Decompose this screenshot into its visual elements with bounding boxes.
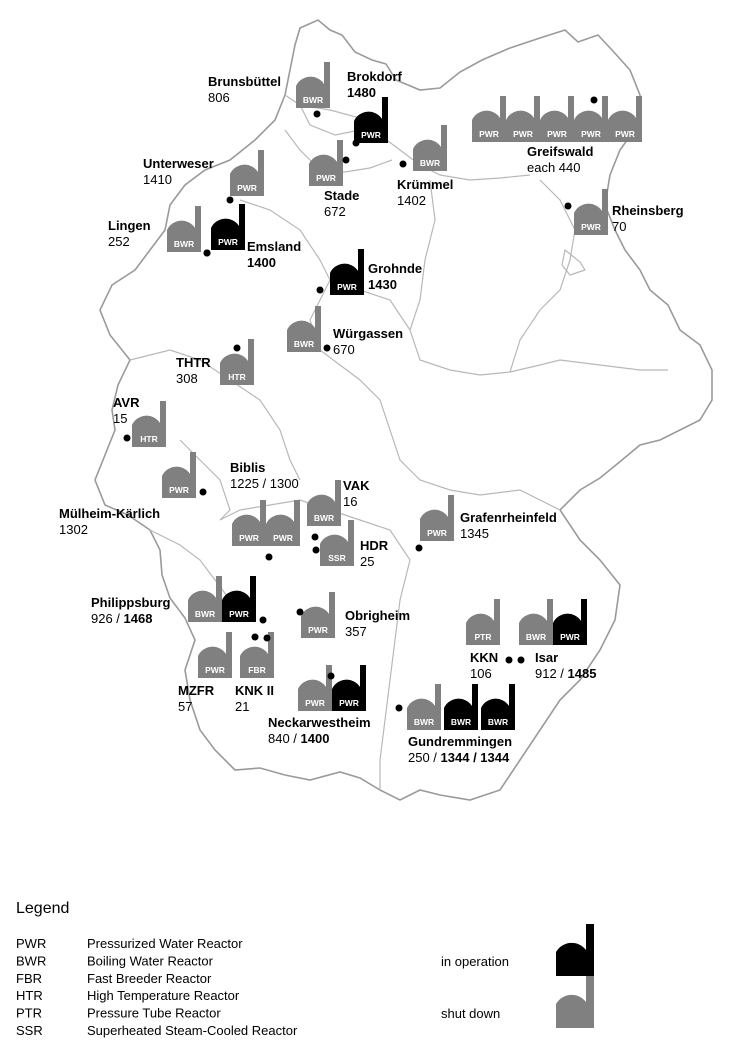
site-capacity: 106 <box>470 666 492 681</box>
site-dot <box>204 250 211 257</box>
site-grohnde <box>317 249 423 295</box>
reactor-icon-bwr <box>519 599 553 645</box>
site-dot <box>396 705 403 712</box>
svg-text:BWR: BWR <box>525 632 547 642</box>
reactor-icon-bwr <box>287 306 321 352</box>
reactor-icon-pwr <box>330 249 364 295</box>
site-grafenrheinfeld <box>416 495 557 552</box>
site-stade <box>309 140 359 219</box>
svg-text:PWR: PWR <box>547 129 567 139</box>
reactor-icon-pwr <box>354 97 388 143</box>
reactor-icon-bwr <box>188 576 222 622</box>
reactor-icon-pwr <box>420 495 454 541</box>
legend-code-bwr: BWR <box>16 953 47 969</box>
site-philippsburg <box>91 576 267 626</box>
site-name: Lingen <box>108 218 151 233</box>
site-dot <box>328 673 335 680</box>
legend <box>16 900 594 1038</box>
site-kr-mmel <box>397 125 453 208</box>
reactor-icon-bwr <box>167 206 201 252</box>
svg-text:PWR: PWR <box>237 183 257 193</box>
svg-text:PWR: PWR <box>239 533 259 543</box>
reactor-icon-ssr <box>320 520 354 566</box>
svg-text:BWR: BWR <box>313 513 335 523</box>
site-dot <box>506 657 513 664</box>
site-kkn <box>466 599 513 681</box>
site-name: Gundremmingen <box>408 734 513 749</box>
site-capacity: 21 <box>235 699 250 714</box>
svg-text:PWR: PWR <box>337 282 357 292</box>
legend-code-htr: HTR <box>16 988 43 1004</box>
site-capacity: 1225 / 1300 <box>230 476 299 491</box>
svg-text:HTR: HTR <box>228 372 246 382</box>
site-m-lheim-k-rlich <box>59 452 207 537</box>
reactor-icon-bwr <box>407 684 441 730</box>
site-name: HDR <box>360 538 389 553</box>
site-name: Grafenrheinfeld <box>460 510 557 525</box>
reactor-icon-pwr <box>198 632 232 678</box>
svg-text:BWR: BWR <box>302 95 324 105</box>
reactor-icon-bwr <box>296 62 330 108</box>
site-capacity: 1302 <box>59 522 88 537</box>
legend-type-htr: High Temperature Reactor <box>87 988 240 1004</box>
legend-code-fbr: FBR <box>16 970 42 986</box>
svg-text:SSR: SSR <box>328 553 346 563</box>
site-name: Unterweser <box>143 156 214 171</box>
site-capacity: 670 <box>333 342 355 357</box>
site-lingen <box>108 206 211 257</box>
site-name: MZFR <box>178 683 215 698</box>
svg-text:PWR: PWR <box>427 528 447 538</box>
site-brokdorf <box>347 69 403 147</box>
site-dot <box>400 161 407 168</box>
site-capacity: 1430 <box>368 277 397 292</box>
svg-text:PWR: PWR <box>229 609 249 619</box>
site-dot <box>565 203 572 210</box>
site-name: Mülheim-Kärlich <box>59 506 161 521</box>
site-name: Krümmel <box>397 177 454 192</box>
svg-text:BWR: BWR <box>487 717 509 727</box>
site-dot <box>324 345 331 352</box>
svg-text:PWR: PWR <box>513 129 533 139</box>
site-rheinsberg <box>565 189 684 235</box>
reactor-icon-bwr <box>413 125 447 171</box>
svg-text:BWR: BWR <box>293 339 315 349</box>
reactor-icon-pwr <box>332 665 366 711</box>
site-dot <box>260 617 267 624</box>
legend-type-ssr: Superheated Steam-Cooled Reactor <box>87 1023 298 1038</box>
site-name: Würgassen <box>333 326 404 341</box>
reactor-icon-pwr <box>266 500 300 546</box>
site-capacity: 16 <box>343 494 358 509</box>
site-unterweser <box>143 150 264 204</box>
site-name: KKN <box>470 650 499 665</box>
site-capacity: 1400 <box>247 255 276 270</box>
reactor-icon-pwr <box>211 204 245 250</box>
site-capacity: 57 <box>178 699 193 714</box>
svg-text:PTR: PTR <box>474 632 492 642</box>
legend-type-fbr: Fast Breeder Reactor <box>87 970 212 986</box>
site-dot <box>234 345 241 352</box>
svg-text:PWR: PWR <box>479 129 499 139</box>
svg-text:PWR: PWR <box>169 485 189 495</box>
site-capacity: 25 <box>360 554 375 569</box>
site-capacity: 1345 <box>460 526 489 541</box>
svg-text:FBR: FBR <box>248 665 266 675</box>
site-dot <box>297 609 304 616</box>
site-dot <box>313 547 320 554</box>
site-dot <box>343 157 350 164</box>
reactor-icon-pwr <box>608 96 642 142</box>
svg-text:HTR: HTR <box>140 434 158 444</box>
site-capacity: each 440 <box>527 160 581 175</box>
site-capacity: 806 <box>208 90 230 105</box>
svg-text:BWR: BWR <box>194 609 216 619</box>
svg-text:PWR: PWR <box>316 173 336 183</box>
site-name: VAK <box>343 478 370 493</box>
reactor-icon-pwr <box>540 96 574 142</box>
reactor-icon-ptr <box>466 599 500 645</box>
site-name: Brokdorf <box>347 69 402 84</box>
svg-text:PWR: PWR <box>615 129 635 139</box>
svg-text:PWR: PWR <box>308 625 328 635</box>
site-greifswald <box>472 96 642 175</box>
site-capacity: 840 / 1400 <box>268 731 330 746</box>
site-emsland <box>204 204 302 270</box>
reactor-icon-bwr <box>444 684 478 730</box>
site-name: Philippsburg <box>91 595 171 610</box>
site-knk-ii <box>235 632 274 714</box>
site-name: Brunsbüttel <box>208 74 281 89</box>
reactor-icon-pwr <box>553 599 587 645</box>
site-name: Stade <box>324 188 360 203</box>
site-isar <box>518 599 597 681</box>
site-dot <box>266 554 273 561</box>
svg-text:BWR: BWR <box>413 717 435 727</box>
reactor-icon-pwr <box>298 665 332 711</box>
site-dot <box>200 489 207 496</box>
reactor-icon-pwr <box>574 96 608 142</box>
svg-text:BWR: BWR <box>450 717 472 727</box>
site-gundremmingen <box>396 684 516 765</box>
site-capacity: 672 <box>324 204 346 219</box>
legend-type-ptr: Pressure Tube Reactor <box>87 1005 221 1021</box>
site-dot <box>252 634 259 641</box>
svg-text:PWR: PWR <box>560 632 580 642</box>
site-capacity: 357 <box>345 624 367 639</box>
site-capacity: 1410 <box>143 172 172 187</box>
site-brunsb-ttel <box>208 62 330 118</box>
site-name: Rheinsberg <box>612 203 684 218</box>
site-dot <box>353 140 360 147</box>
legend-title: Legend <box>16 900 70 917</box>
site-capacity: 252 <box>108 234 130 249</box>
site-dot <box>416 545 423 552</box>
reactor-icon-pwr <box>232 500 266 546</box>
site-capacity: 15 <box>113 411 128 426</box>
site-capacity: 926 / 1468 <box>91 611 153 626</box>
site-capacity: 250 / 1344 / 1344 <box>408 750 510 765</box>
reactor-icon-pwr <box>472 96 506 142</box>
site-name: KNK II <box>235 683 274 698</box>
svg-text:PWR: PWR <box>581 222 601 232</box>
legend-icon-in-operation <box>556 924 594 976</box>
reactor-icon-pwr <box>222 576 256 622</box>
site-name: Grohnde <box>368 261 423 276</box>
site-w-rgassen <box>287 306 403 357</box>
legend-type-pwr: Pressurized Water Reactor <box>87 936 243 951</box>
site-avr <box>113 395 166 447</box>
svg-text:PWR: PWR <box>273 533 293 543</box>
site-name: Emsland <box>247 239 302 254</box>
legend-type-bwr: Boiling Water Reactor <box>87 953 213 969</box>
reactor-icon-pwr <box>574 189 608 235</box>
site-capacity: 912 / 1485 <box>535 666 597 681</box>
site-hdr <box>313 520 389 569</box>
svg-text:PWR: PWR <box>218 237 238 247</box>
site-neckarwestheim <box>268 665 371 746</box>
reactor-icon-bwr <box>307 480 341 526</box>
legend-code-ptr: PTR <box>16 1005 42 1021</box>
site-dot <box>124 435 131 442</box>
svg-text:PWR: PWR <box>339 698 359 708</box>
reactor-icon-pwr <box>506 96 540 142</box>
site-thtr <box>176 339 254 386</box>
site-name: AVR <box>113 395 140 410</box>
site-capacity: 70 <box>612 219 627 234</box>
svg-text:BWR: BWR <box>419 158 441 168</box>
site-dot <box>264 635 271 642</box>
site-name: Biblis <box>230 460 266 475</box>
legend-status-shut-down: shut down <box>441 1006 501 1021</box>
site-capacity: 308 <box>176 371 198 386</box>
site-name: Greifswald <box>527 144 594 159</box>
svg-text:PWR: PWR <box>205 665 225 675</box>
svg-text:PWR: PWR <box>305 698 325 708</box>
site-dot <box>314 111 321 118</box>
reactor-icon-pwr <box>309 140 343 186</box>
site-name: THTR <box>176 355 211 370</box>
reactor-icon-pwr <box>301 592 335 638</box>
site-name: Neckarwestheim <box>268 715 371 730</box>
site-vak <box>307 478 370 541</box>
reactor-icon-bwr <box>481 684 515 730</box>
svg-text:PWR: PWR <box>581 129 601 139</box>
reactor-icon-pwr <box>162 452 196 498</box>
legend-code-pwr: PWR <box>16 936 47 951</box>
site-obrigheim <box>297 592 411 639</box>
site-capacity: 1402 <box>397 193 426 208</box>
legend-code-ssr: SSR <box>16 1023 43 1038</box>
site-name: Obrigheim <box>345 608 411 623</box>
legend-icon-shut-down <box>556 976 594 1028</box>
site-dot <box>591 97 598 104</box>
site-dot <box>227 197 234 204</box>
site-dot <box>518 657 525 664</box>
site-dot <box>317 287 324 294</box>
site-capacity: 1480 <box>347 85 376 100</box>
legend-status-in-operation: in operation <box>441 954 509 969</box>
svg-text:BWR: BWR <box>173 239 195 249</box>
site-name: Isar <box>535 650 559 665</box>
svg-text:PWR: PWR <box>361 130 381 140</box>
site-dot <box>312 534 319 541</box>
